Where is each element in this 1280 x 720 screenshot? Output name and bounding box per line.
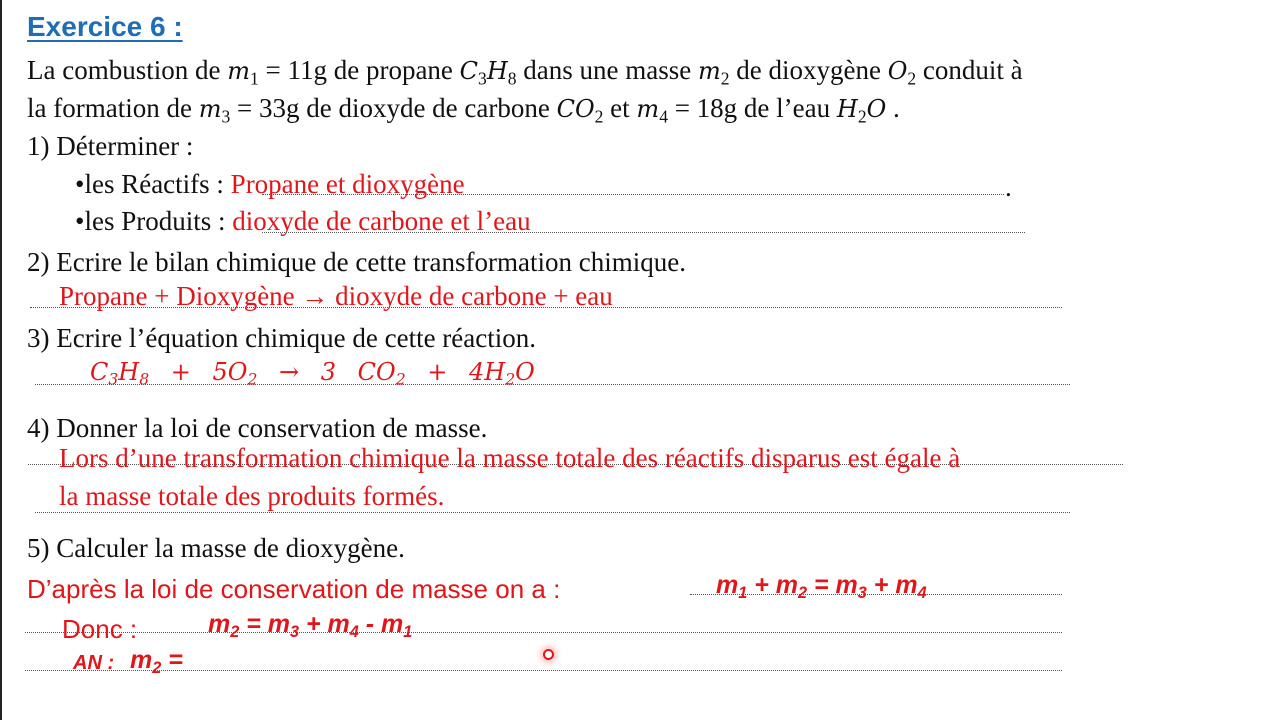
subscript: 2: [152, 658, 162, 677]
subscript: 2: [798, 583, 808, 602]
subscript: 1: [249, 68, 259, 89]
math-symbol: m: [697, 57, 721, 85]
text-segment: = m: [239, 610, 291, 638]
math-symbol: m: [227, 57, 250, 85]
statement-line-1: [27, 55, 1023, 89]
text-segment: m: [130, 646, 153, 674]
subscript: 2: [230, 622, 240, 641]
math-symbol: H: [484, 358, 506, 386]
text-segment: = m: [807, 571, 858, 599]
text-segment: = 33g de dioxyde de carbone: [230, 93, 557, 123]
subscript: 2: [857, 106, 867, 127]
math-symbol: O: [227, 358, 248, 386]
text-segment: m: [208, 610, 231, 638]
conservation-law-text: D’après la loi de conservation de masse on a :: [27, 574, 561, 604]
math-symbol: m: [198, 95, 222, 123]
question-2-label: 2) Ecrire le bilan chimique de cette transformation chimique.: [27, 247, 686, 277]
subscript: 3: [290, 622, 300, 641]
produits-dotted-line: [262, 232, 1025, 233]
question-2-answer: Propane + Dioxygène → dioxyde de carbone + eau: [59, 281, 613, 311]
donc-equation: [208, 610, 413, 641]
subscript: 4: [349, 622, 359, 641]
question-3-equation: [90, 358, 535, 389]
text-segment: → 3: [257, 358, 358, 386]
subscript: 3: [108, 370, 119, 389]
subscript: 1: [738, 583, 748, 602]
reactifs-end: .: [1005, 172, 1012, 202]
an-label: AN :: [73, 652, 115, 674]
text-segment: et: [603, 93, 637, 123]
text-segment: =: [161, 646, 183, 674]
math-symbol: H: [836, 95, 858, 123]
subscript: 2: [594, 106, 604, 127]
q3-dotted-line: [35, 384, 1070, 385]
math-symbol: C: [459, 57, 479, 85]
subscript: 3: [857, 583, 867, 602]
subscript: 8: [507, 68, 517, 89]
text-segment: = 18g de l’eau: [667, 93, 837, 123]
subscript: 2: [247, 370, 258, 389]
text-segment: - m: [358, 610, 404, 638]
text-segment: de dioxygène: [729, 55, 888, 85]
donc-dotted-line: [25, 632, 1062, 633]
subscript: 3: [478, 68, 487, 89]
produits-answer: dioxyde de carbone et l’eau: [232, 206, 531, 236]
question-5-label: 5) Calculer la masse de dioxygène.: [27, 533, 405, 563]
q2-dotted-line: [30, 307, 1062, 308]
subscript: 2: [395, 370, 406, 389]
text-segment: + m: [299, 610, 350, 638]
subscript: 4: [659, 106, 668, 127]
question-1-label: 1) Déterminer :: [27, 131, 194, 161]
produits-label: •les Produits :: [75, 206, 233, 236]
math-symbol: O: [866, 95, 887, 123]
reactifs-label: •les Réactifs :: [75, 169, 231, 199]
math-symbol: CO: [357, 358, 396, 386]
donc-label: Donc :: [62, 614, 138, 644]
subscript: 4: [917, 583, 927, 602]
text-segment: + m: [866, 571, 918, 599]
math-symbol: H: [486, 57, 508, 85]
math-symbol: H: [118, 358, 140, 386]
text-segment: + 4: [405, 358, 485, 386]
text-segment: = 11g de propane: [258, 55, 460, 85]
subscript: 3: [221, 106, 231, 127]
reactifs-dotted-line: [262, 194, 1004, 195]
produits-row: [75, 208, 531, 235]
text-segment: conduit à: [916, 55, 1023, 85]
math-symbol: m: [636, 95, 660, 123]
question-3-label: 3) Ecrire l’équation chimique de cette réaction.: [27, 323, 537, 353]
mouse-pointer-indicator: [543, 649, 554, 660]
text-segment: m: [716, 571, 739, 599]
subscript: 1: [403, 622, 413, 641]
text-segment: La combustion de: [27, 55, 228, 85]
subscript: 2: [907, 68, 917, 89]
math-symbol: O: [887, 57, 908, 85]
subscript: 8: [139, 370, 150, 389]
question-4-answer-line-2: la masse totale des produits formés.: [59, 481, 445, 511]
subscript: 2: [720, 68, 730, 89]
question-4-answer-line-1: Lors d’une transformation chimique la masse totale des réactifs disparus est égale à: [59, 443, 961, 473]
law-dotted-line: [690, 594, 1062, 595]
text-segment: .: [886, 93, 900, 123]
text-segment: + 5: [149, 358, 228, 386]
math-symbol: CO: [556, 95, 595, 123]
reactifs-answer: Propane et dioxygène: [230, 169, 465, 199]
math-symbol: C: [90, 358, 109, 386]
text-segment: la formation de: [27, 93, 199, 123]
subscript: 2: [505, 370, 516, 389]
math-symbol: O: [515, 358, 535, 386]
slide-left-border: [0, 0, 2, 720]
question-4-label: 4) Donner la loi de conservation de masse.: [27, 413, 488, 443]
text-segment: + m: [747, 571, 799, 599]
statement-line-2: [27, 93, 900, 127]
q4-dotted-line-2: [35, 512, 1070, 513]
an-equation: [130, 646, 183, 677]
exercise-title: Exercice 6 :: [27, 11, 183, 42]
text-segment: dans une masse: [516, 55, 698, 85]
